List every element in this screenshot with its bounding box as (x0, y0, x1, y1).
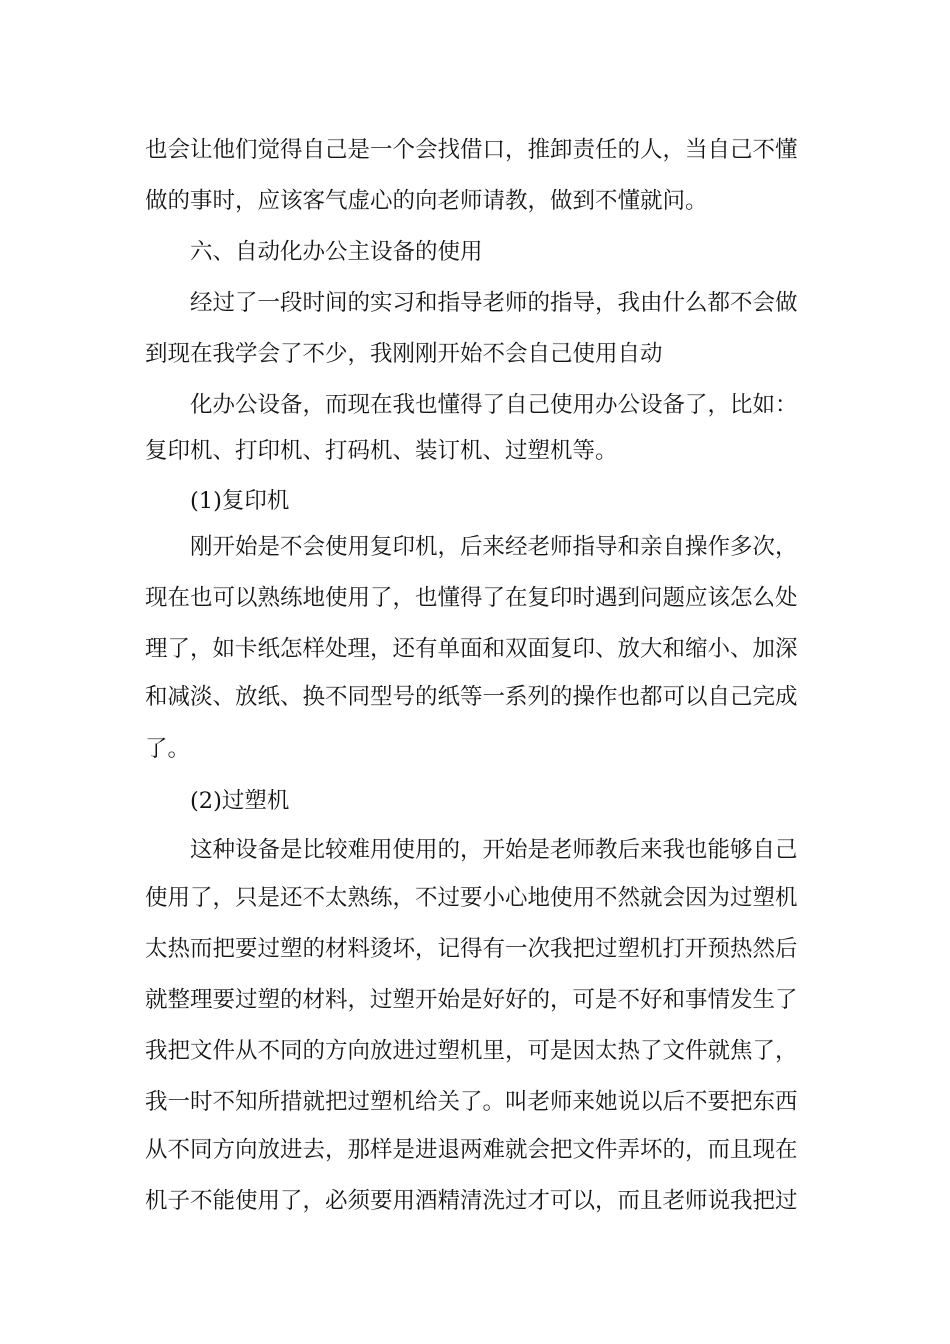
body-text-line: 做的事时，应该客气虚心的向老师请教，做到不懂就问。 (145, 188, 708, 214)
body-text-line: 我把文件从不同的方向放进过塑机里，可是因太热了文件就焦了， (145, 1038, 798, 1064)
body-text-line: 太热而把要过塑的材料烫坏，记得有一次我把过塑机打开预热然后 (145, 936, 798, 962)
body-text-line: 我一时不知所措就把过塑机给关了。叫老师来她说以后不要把东西 (145, 1089, 798, 1115)
body-text-line: 刚开始是不会使用复印机，后来经老师指导和亲自操作多次， (190, 534, 798, 560)
body-text-line: 理了，如卡纸怎样处理，还有单面和双面复印、放大和缩小、加深 (145, 636, 798, 662)
body-text-line: 就整理要过塑的材料，过塑开始是好好的，可是不好和事情发生了 (145, 987, 798, 1013)
body-text-line: 使用了，只是还不太熟练，不过要小心地使用不然就会因为过塑机 (145, 885, 798, 911)
body-text-line: 复印机、打印机、打码机、装订机、过塑机等。 (145, 438, 618, 464)
subsection-heading: (2)过塑机 (190, 788, 290, 814)
body-text-line: 也会让他们觉得自己是一个会找借口，推卸责任的人，当自己不懂 (145, 137, 798, 163)
subsection-heading: (1)复印机 (190, 488, 290, 514)
body-text-line: 化办公设备，而现在我也懂得了自己使用办公设备了，比如： (190, 392, 798, 418)
body-text-line: 和减淡、放纸、换不同型号的纸等一系列的操作也都可以自己完成 (145, 684, 798, 710)
body-text-line: 从不同方向放进去，那样是进退两难就会把文件弄坏的，而且现在 (145, 1137, 798, 1163)
body-text-line: 这种设备是比较难用使用的，开始是老师教后来我也能够自己 (190, 837, 798, 863)
body-text-line: 现在也可以熟练地使用了，也懂得了在复印时遇到问题应该怎么处 (145, 585, 798, 611)
body-text-line: 机子不能使用了，必须要用酒精清洗过才可以，而且老师说我把过 (145, 1188, 798, 1214)
body-text-line: 了。 (145, 736, 191, 762)
section-heading: 六、自动化办公主设备的使用 (190, 239, 483, 265)
body-text-line: 到现在我学会了不少，我刚刚开始不会自己使用自动 (145, 341, 663, 367)
body-text-line: 经过了一段时间的实习和指导老师的指导，我由什么都不会做 (190, 290, 798, 316)
